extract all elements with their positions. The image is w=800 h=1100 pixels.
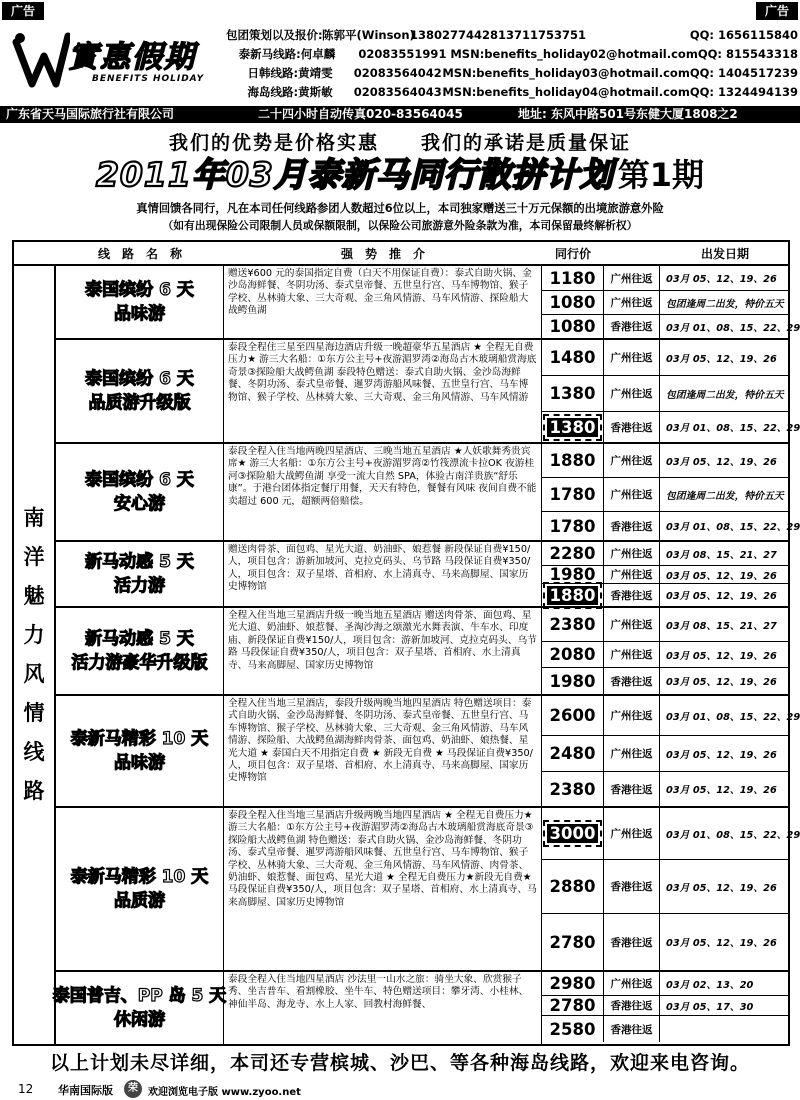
departure-dates: 03月 08、15、21、27	[666, 549, 777, 561]
price-value: 1080	[549, 293, 596, 312]
company-info-bar	[0, 106, 800, 123]
contact-label: 泰新马线路:	[238, 47, 301, 61]
contact-msn: MSN:benefits_holiday04@hotmail.com	[442, 85, 690, 99]
company-address: 地址: 东风中路501号东健大厦1808之2	[518, 107, 738, 121]
region-char: 路	[23, 779, 45, 803]
price-cell	[542, 376, 604, 411]
publication-name: 华南国际版	[58, 1084, 113, 1097]
price-value: 1780	[549, 516, 596, 536]
region-char: 洋	[23, 545, 45, 569]
price-cell	[542, 584, 604, 606]
route-highlights: 赠送肉骨茶、面包鸡、星光大道、奶油虾、娘惹餐 新段保证自费¥150/人，项目包含：游新加坡河、克拉克码头、乌节路 马段保证自费¥350/人，项目包含：双子星塔、首相府、水上清真寺、马来高脚屋、国家历史博物馆	[224, 542, 542, 606]
departure-dates: 03月 05、12、19、26	[666, 938, 777, 949]
route-name-line: 泰新马精彩 10 天	[70, 867, 209, 887]
departure-origin: 广州往返	[604, 444, 660, 477]
departure-dates: 03月 05、12、19、26	[666, 456, 777, 468]
departure-origin: 香港往返	[604, 584, 660, 606]
route-name	[56, 542, 224, 606]
price-value: 1780	[549, 485, 596, 504]
price-row	[542, 584, 790, 606]
price-row	[542, 736, 790, 772]
price-value: 2380	[549, 615, 596, 634]
departure-origin: 广州往返	[604, 566, 660, 583]
route-name-line: 品味游	[114, 304, 165, 324]
price-value: 2600	[549, 706, 596, 725]
contact-qq: QQ: 1656115840	[689, 28, 798, 42]
header-dates: 出发日期	[700, 247, 749, 261]
price-value: 1380	[549, 384, 596, 403]
price-row	[542, 996, 790, 1016]
price-row	[542, 1016, 790, 1042]
price-row	[542, 668, 790, 694]
departure-origin: 广州往返	[604, 340, 660, 375]
route-name-line: 泰国缤纷 6 天	[85, 369, 194, 389]
contact-qq: QQ: 815543318	[697, 47, 798, 61]
departure-origin: 香港往返	[604, 315, 660, 338]
route-highlights: 赠送¥600 元的泰国指定自费（白天不用保证自费）：泰式自助火锅、金沙岛海鲜餐、冬阴功汤、泰式皇帝餐、五世皇行宫、马车博物馆、猴子学校、丛林骑大象、三大奇观、金三角风情游、马车风情游、探险船大战鳄鱼湖	[224, 266, 542, 338]
price-row	[542, 860, 790, 914]
starburst-price: 3000	[547, 824, 599, 843]
publication-badge-icon: 荣	[124, 1080, 142, 1098]
route-name	[56, 266, 224, 338]
route-highlights: 泰段全程住三星至四星海边酒店升级一晚超豪华五星酒店 ★ 全程无自费压力★ 游三大名船：①东方公主号+夜游湄罗湾②海岛古木玻璃船赏海底奇景③探险船大战鳄鱼湖 泰段特色赠送：泰式自助火锅、金沙岛海鲜餐、冬阴功汤、泰式皇帝餐、暹罗湾游船风味餐、五世皇行宫、马车博物馆、猴子学校、丛林骑大象、三大奇观、金三角风情游、马车风情游	[224, 340, 542, 442]
departure-dates: 03月 01、08、15、22、29	[666, 711, 800, 723]
departure-origin: 广州往返	[604, 736, 660, 771]
contact-row	[226, 26, 798, 45]
price-row	[542, 291, 790, 315]
price-row	[542, 808, 800, 860]
departure-dates: 03月 05、12、19、26	[666, 353, 777, 365]
contact-person: 何卓麟	[300, 47, 336, 61]
departure-origin: 广州往返	[604, 542, 660, 565]
departure-origin: 香港往返	[604, 996, 660, 1015]
departure-origin: 广州往返	[604, 808, 660, 859]
route-name	[52, 972, 227, 1044]
contact-msn: MSN:benefits_holiday02@hotmail.com	[450, 47, 698, 61]
region-char: 情	[23, 701, 45, 725]
region-char: 风	[23, 662, 45, 686]
route-name-line: 新马动感 5 天	[85, 629, 194, 649]
price-cell	[542, 736, 604, 771]
tour-table	[12, 240, 800, 1046]
route-highlights: 全程入住当地三星酒店升级一晚当地五星酒店 赠送肉骨茶、面包鸡、星光大道、奶油虾、娘惹餐、圣淘沙海之颂激光水舞表演、牛车水、印度庙、新段保证自费¥150/人，项目包含：游新加坡河、克拉克码头、乌节路 马段保证自费¥350/人，项目包含：双子星塔、首相府、水上清真寺、马来高脚屋、国家历史博物馆	[224, 608, 542, 694]
region-char: 线	[23, 740, 45, 764]
route-name	[56, 444, 224, 540]
route-name	[56, 696, 224, 806]
departure-origin: 广州往返	[604, 291, 660, 314]
departure-origin: 广州往返	[604, 266, 660, 290]
route-name-line: 安心游	[114, 494, 165, 514]
title-issue: 第1期	[617, 156, 705, 194]
route-highlights: 泰段全程入住当地两晚四星酒店、三晚当地五星酒店 ★人妖歌舞秀贵宾席★ 游三大名船：①东方公主号+夜游湄罗湾②竹筏漂流卡拉OK 夜游桂河③探险船大战鳄鱼湖 享受一流大自然 SPA，体验古南洋贵族“舒乐康”。于港台团体指定餐厅用餐，天天有特色，餐餐有风味 夜间自费不能卖超过 600 元，超额两倍赔偿。	[224, 444, 542, 540]
contact-msn: 13711753751	[498, 28, 587, 42]
price-cell	[542, 972, 604, 995]
departure-origin: 香港往返	[604, 668, 660, 694]
departure-origin: 广州往返	[604, 376, 660, 411]
starburst-price: 1880	[547, 586, 599, 605]
header-price: 同行价	[554, 247, 591, 261]
price-row	[542, 696, 800, 736]
price-cell	[542, 412, 604, 442]
price-cell	[542, 772, 604, 806]
header-highlights: 强 势 推 介	[340, 247, 425, 261]
price-cell	[542, 608, 604, 641]
contact-person: 陈郭平(Winson)	[322, 28, 415, 42]
tour-group	[56, 340, 800, 444]
price-cell	[542, 1016, 604, 1042]
route-name-line: 品味游	[114, 753, 165, 773]
departure-origin: 香港往返	[604, 1016, 660, 1042]
price-cell	[542, 914, 604, 970]
price-row	[542, 608, 790, 642]
departure-dates: 03月 05、12、19、26	[666, 785, 777, 796]
departure-dates: 03月 01、08、15、22、29	[666, 522, 800, 533]
departure-dates: 03月 05、12、19、26	[666, 749, 777, 761]
route-name-line: 品质游升级版	[88, 393, 191, 413]
departure-origin: 广州往返	[604, 608, 660, 641]
price-value: 2780	[549, 996, 596, 1015]
page-footer	[0, 1080, 800, 1100]
price-row	[542, 340, 790, 376]
region-char: 魅	[23, 584, 45, 608]
tour-group	[56, 696, 800, 808]
departure-origin: 香港往返	[604, 772, 660, 806]
price-value: 2380	[549, 779, 596, 799]
departure-dates: 03月 05、17、30	[666, 1001, 754, 1013]
price-row	[542, 444, 790, 478]
departure-origin: 广州往返	[604, 972, 660, 995]
contact-phone: 02083564042	[353, 66, 442, 80]
route-name-line: 活力游	[114, 576, 165, 596]
departure-origin: 香港往返	[604, 512, 660, 540]
price-row	[542, 376, 790, 412]
price-row	[542, 642, 790, 668]
price-value: 2880	[549, 877, 596, 896]
slogan: 我们的优势是价格实惠 我们的承诺是质量保证	[168, 132, 631, 154]
contact-row	[226, 64, 798, 83]
price-cell	[542, 340, 604, 375]
price-row	[542, 315, 800, 338]
departure-dates: 03月 01、08、15、22、29	[666, 829, 800, 841]
route-highlights: 泰段全程入住当地四星酒店 沙法里一山水之旅：骑坐大象、欣赏猴子秀、坐吉普车、看割橡胶、坐牛车、特色赠送项目：攀牙湾、小桂林、神仙半岛、海龙寺、水上人家、回教村海鲜餐、	[224, 972, 542, 1044]
departure-origin: 广州往返	[604, 478, 660, 511]
price-row	[542, 772, 790, 806]
price-row	[542, 972, 790, 996]
departure-dates: 03月 01、08、15、22、29	[666, 423, 800, 434]
page-title	[0, 152, 800, 204]
departure-dates: 03月 05、12、19、26	[666, 677, 777, 688]
price-value: 2980	[549, 974, 596, 993]
route-name-line: 品质游	[114, 891, 165, 911]
departure-dates: 03月 05、12、19、26	[666, 274, 777, 285]
price-value: 2080	[549, 645, 596, 664]
tour-group	[56, 608, 790, 696]
region-char: 力	[23, 623, 45, 647]
price-cell	[542, 808, 604, 859]
price-cell	[542, 291, 604, 314]
price-value: 2480	[549, 744, 596, 763]
route-name-line: 泰国缤纷 6 天	[85, 470, 194, 490]
price-value: 2780	[549, 932, 596, 952]
price-value: 1980	[549, 565, 596, 584]
route-name-line: 泰国缤纷 6 天	[85, 280, 194, 300]
price-value: 2280	[549, 544, 596, 563]
contact-label: 海岛线路:	[247, 85, 299, 99]
price-cell	[542, 642, 604, 667]
price-value: 1180	[549, 268, 596, 288]
route-name-line: 活力游豪华升级版	[71, 653, 208, 673]
departure-origin: 广州往返	[604, 696, 660, 735]
price-cell	[542, 542, 604, 565]
departure-dates: 03月 08、15、21、27	[666, 620, 777, 632]
departure-dates: 包团逢周二出发，特价五天	[666, 389, 784, 401]
departure-dates: 03月 05、12、19、26	[666, 591, 777, 602]
tour-group	[56, 542, 790, 608]
price-value: 2580	[549, 1019, 596, 1039]
contact-phone: 13802774428	[410, 28, 499, 42]
price-value: 1980	[549, 671, 596, 691]
departure-dates: 03月 05、12、19、26	[666, 882, 777, 894]
promo-notice: 真情回馈各同行，凡在本司任何线路参团人数超过6位以上，本司独家赠送三十万元保额的出境旅游意外险	[136, 202, 664, 215]
price-cell	[542, 860, 604, 913]
ad-label-right: 广告	[756, 2, 798, 20]
departure-dates: 包团逢周二出发，特价五天	[666, 490, 784, 502]
contact-person: 黄斯敏	[298, 85, 333, 99]
price-cell	[542, 478, 604, 511]
route-name	[56, 608, 224, 694]
contact-label: 包团策划以及报价:	[226, 28, 323, 42]
region-char: 南	[23, 506, 45, 530]
contact-msn: MSN:benefits_holiday03@hotmail.com	[442, 66, 690, 80]
price-value: 1880	[549, 451, 596, 470]
contact-phone: 02083551991	[358, 47, 447, 61]
contact-list	[226, 26, 798, 102]
route-name-line: 新马动感 5 天	[85, 552, 194, 572]
website-link[interactable]: 欢迎浏览电子版 www.zyoo.net	[148, 1087, 301, 1098]
price-cell	[542, 566, 604, 583]
price-cell	[542, 444, 604, 477]
company-fax: 二十四小时自动传真020-83564045	[258, 107, 463, 121]
departure-origin: 香港往返	[604, 914, 660, 970]
contact-row	[226, 45, 798, 64]
header	[0, 20, 800, 106]
ad-label-left: 广告	[2, 2, 44, 20]
contact-person: 黄靖雯	[298, 66, 333, 80]
departure-dates: 03月 01、08、15、22、29	[666, 322, 800, 334]
company-name: 广东省天马国际旅行社有限公司	[6, 107, 175, 121]
route-name-line: 休闲游	[114, 1010, 165, 1030]
route-name	[56, 808, 224, 970]
price-row	[542, 914, 790, 970]
price-cell	[542, 266, 604, 290]
contact-row	[226, 83, 798, 102]
departure-origin: 香港往返	[604, 412, 660, 442]
departure-origin: 香港往返	[604, 860, 660, 913]
tour-group	[56, 444, 800, 542]
contact-qq: QQ: 1324494139	[689, 85, 798, 99]
price-cell	[542, 668, 604, 694]
price-row	[542, 266, 790, 291]
tour-group	[56, 266, 800, 340]
price-cell	[542, 996, 604, 1015]
contact-label: 日韩线路:	[247, 66, 299, 80]
departure-dates	[660, 1016, 790, 1042]
logo-subtitle: BENEFITS HOLIDAY	[92, 74, 205, 84]
route-name	[56, 340, 224, 442]
contact-phone: 02083564043	[353, 85, 442, 99]
price-cell	[542, 512, 604, 540]
departure-dates: 03月 05、12、19、26	[666, 650, 777, 662]
price-cell	[542, 696, 604, 735]
title-main: 2011年03月泰新马同行散拼计划	[95, 155, 614, 194]
departure-dates: 03月 02、13、20	[666, 979, 754, 991]
price-value: 1080	[549, 317, 596, 336]
price-row	[542, 566, 790, 584]
price-row	[542, 542, 790, 566]
departure-dates: 03月 05、12、19、26	[666, 570, 777, 582]
contact-qq: QQ: 1404517239	[689, 66, 798, 80]
departure-origin: 广州往返	[604, 642, 660, 667]
price-cell	[542, 315, 604, 338]
logo-brand-text: 實惠假期	[68, 40, 196, 75]
route-highlights: 全程入住当地三星酒店，泰段升级两晚当地四星酒店 特色赠送项目：泰式自助火锅、金沙岛海鲜餐、冬阴功汤、泰式皇帝餐、五世皇行宫、马车博物馆、猴子学校、丛林骑大象、三大奇观、金三角风情游、马车风情游、探险船、大战鳄鱼湖海鲜肉骨茶、面包鸡、奶油虾、娘热餐、星光大道 ★ 泰国白天不用指定自费 ★ 新段无自费 ★ 马段保证自费¥350/人，项目包含：双子星塔、首相府、水上清真寺、马来高脚屋、国家历史博物馆	[224, 696, 542, 806]
price-row	[542, 478, 790, 512]
header-route: 线 路 名 称	[97, 247, 182, 261]
tour-group	[52, 972, 790, 1044]
logo-mark-icon	[10, 28, 70, 96]
promo-disclaimer: （如有出现保险公司限制人员或保额限制，以保险公司旅游意外险条款为准，本司保留最终解析权）	[162, 219, 638, 232]
route-highlights: 泰段全程入住当地三星酒店升级两晚当地四星酒店 ★ 全程无自费压力★ 游三大名船：①东方公主号+夜游湄罗湾②海岛古木玻璃船赏海底奇景③探险船大战鳄鱼湖 特色赠送：泰式自助火锅、金沙岛海鲜餐、冬阴功汤、泰式皇帝餐、暹罗湾游船风味餐、五世皇行宫、马车博物馆、猴子学校、丛林骑大象、三大奇观、金三角风情游、马车风情游、肉骨茶、奶油虾、娘惹餐、面包鸡、星光大道 ★ 全程无自费压力★新段无自费★ 马段保证自费¥350/人，项目包含：双子星塔、首相府、水上清真寺、马来高脚屋、国家历史博物馆	[224, 808, 542, 970]
footer-message: 以上计划未尽详细，本司还专营槟城、沙巴、等各种海岛线路，欢迎来电咨询。	[49, 1052, 750, 1074]
price-value: 1480	[549, 348, 596, 367]
table-header	[14, 242, 788, 266]
page-number: 12	[18, 1082, 34, 1096]
price-row	[542, 412, 800, 442]
tour-group	[56, 808, 800, 972]
region-label	[14, 266, 56, 1044]
route-name-line: 泰国普吉、PP 岛 5 天	[52, 986, 227, 1006]
starburst-price: 1380	[547, 418, 599, 437]
route-name-line: 泰新马精彩 10 天	[70, 729, 209, 749]
price-row	[542, 512, 800, 540]
departure-dates: 包团逢周二出发，特价五天	[666, 298, 784, 310]
company-logo	[10, 28, 242, 96]
